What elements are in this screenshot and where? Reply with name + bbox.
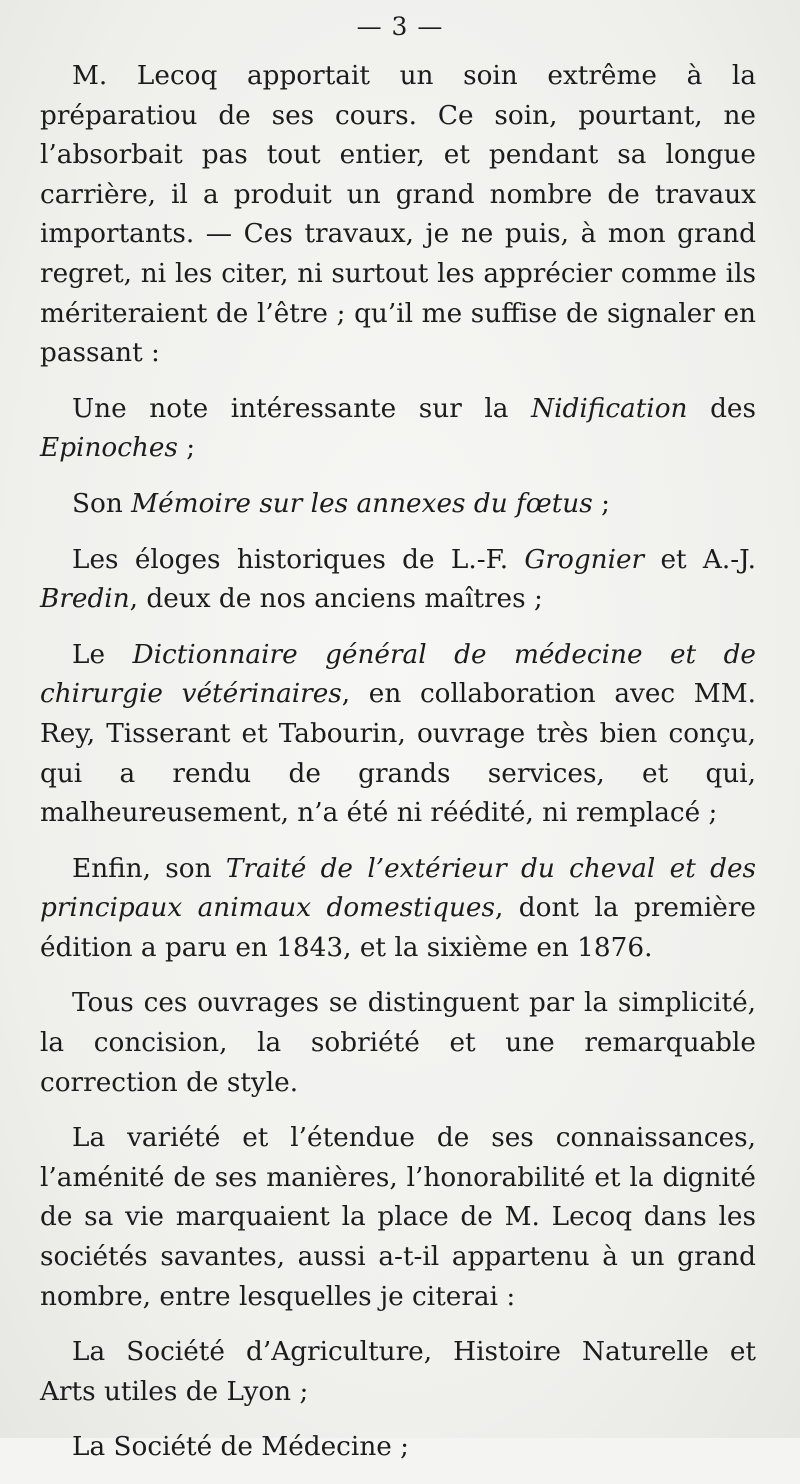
- italic-text: Dictionnaire général de médecine et de chirurgie vétérinaires: [40, 639, 756, 710]
- text-run: Le: [72, 639, 133, 670]
- text-run: Son: [72, 488, 132, 519]
- text-run: ;: [177, 433, 196, 464]
- paragraph: [40, 57, 756, 374]
- page-number: — 3 —: [356, 12, 444, 41]
- italic-text: Traité de l’extérieur du cheval et des principaux animaux domestiques: [40, 853, 757, 924]
- text-run: M. Lecoq apportait un soin extrême à la préparatiou de ses cours. Ce soin, pourtant, ne l’absorbait pas tout entier, et pendant sa longue carrière, il a produit un grand nombre de travaux importants. — Ces travaux, je ne puis, à mon grand regret, ni les citer, ni surtout les apprécier comme ils mériteraient de l’être ; qu’il me suffise de signaler en passant :: [40, 61, 756, 369]
- text-run: Enfin, son: [72, 853, 226, 884]
- paragraph: [40, 485, 756, 525]
- paragraph: [40, 984, 756, 1103]
- text-run: La Société de Médecine ;: [72, 1432, 410, 1463]
- text-run: Tous ces ouvrages se distinguent par la simplicité, la concision, la sobriété et une remarquable correction de style.: [40, 988, 756, 1098]
- text-run: Les éloges historiques de L.-F.: [72, 544, 525, 575]
- italic-text: Epinoches: [40, 433, 178, 464]
- paragraph: [40, 390, 756, 469]
- paragraph: [40, 1119, 756, 1317]
- italic-text: Mémoire sur les annexes du fœtus: [131, 488, 593, 519]
- paragraph: [40, 1333, 756, 1412]
- italic-text: Nidification: [531, 393, 688, 424]
- text-run: La Société d’Agriculture, Histoire Naturelle et Arts utiles de Lyon ;: [40, 1337, 756, 1407]
- paragraph: [40, 636, 756, 834]
- text-run: , deux de nos anciens maîtres ;: [129, 584, 543, 615]
- text-run: Une note intéressante sur la: [72, 393, 532, 424]
- italic-text: Grognier: [524, 544, 645, 575]
- text-run: , dont la première édition a paru en 1843, et la sixième en 1876.: [40, 893, 756, 963]
- text-run: , en collaboration avec MM. Rey, Tisserant et Tabourin, ouvrage très bien conçu, qui a rendu de grands services, et qui, malheureusement, n’a été ni réédité, ni remplacé ;: [40, 679, 756, 829]
- text-run: ;: [592, 488, 610, 519]
- paragraph: [40, 541, 756, 620]
- paragraph: [40, 850, 756, 969]
- text-run: et A.-J.: [644, 544, 756, 575]
- text-run: La variété et l’étendue de ses connaissances, l’aménité de ses manières, l’honorabilité et la dignité de sa vie marquaient la place de M. Lecoq dans les sociétés savantes, aussi a-t-il appartenu à un grand nombre, entre lesquelles je citerai :: [40, 1123, 756, 1312]
- body-text: [40, 57, 756, 1484]
- paragraph: [40, 1428, 756, 1468]
- italic-text: Bredin: [40, 584, 130, 615]
- text-run: des: [687, 393, 756, 424]
